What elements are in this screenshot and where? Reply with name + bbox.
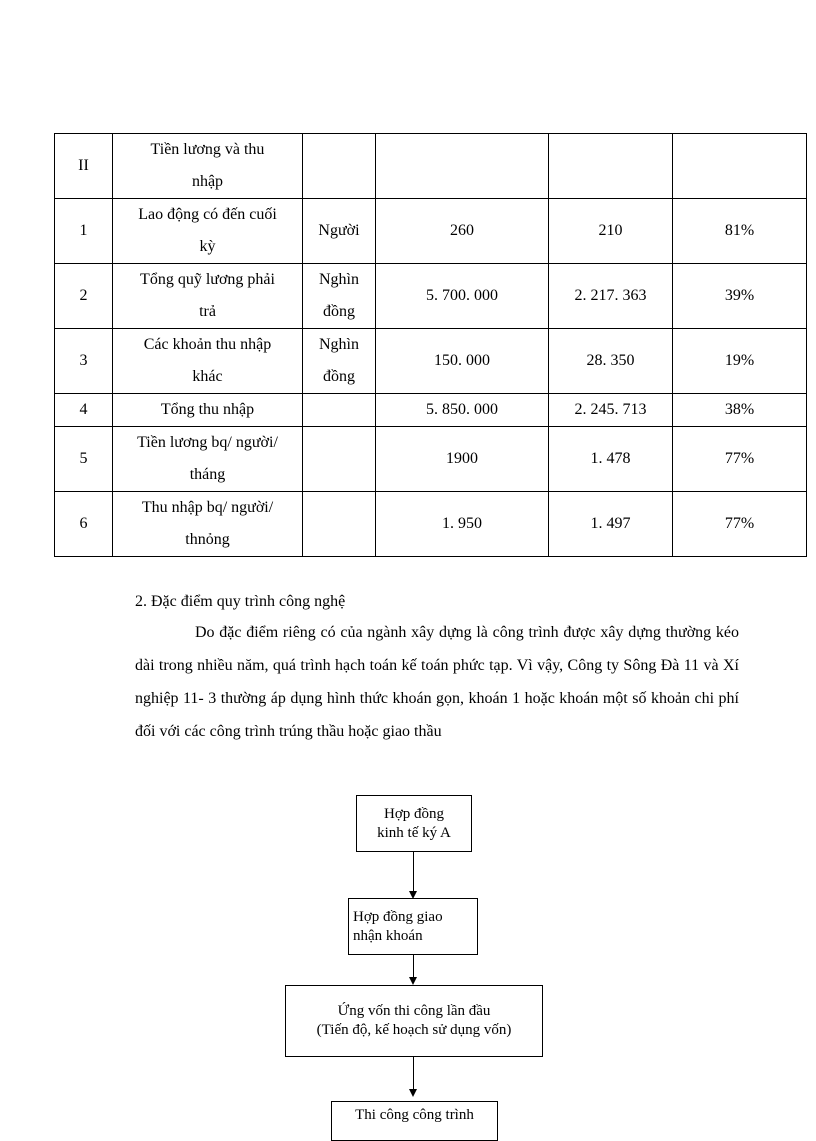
unit-cell: Người xyxy=(303,199,376,264)
unit-cell xyxy=(303,134,376,199)
table-row xyxy=(55,394,807,427)
table-row xyxy=(55,134,807,199)
unit-cell: Nghìn đồng xyxy=(303,329,376,394)
percent-value: 77% xyxy=(673,492,807,557)
unit-cell xyxy=(303,394,376,427)
row-number: 4 xyxy=(55,394,113,427)
percent-value: 19% xyxy=(673,329,807,394)
flow-arrow-line xyxy=(413,1057,414,1091)
item-name: Tổng quỹ lương phải trả xyxy=(113,264,303,329)
percent-value: 81% xyxy=(673,199,807,264)
actual-value: 1. 497 xyxy=(549,492,673,557)
table-row xyxy=(55,427,807,492)
body-paragraph xyxy=(135,616,739,748)
table-row xyxy=(55,492,807,557)
flow-box-advance: Ứng vốn thi công lần đầu (Tiến độ, kế hoạch sử dụng vốn) xyxy=(285,985,543,1057)
flow-arrow-head xyxy=(409,1089,417,1097)
actual-value: 2. 245. 713 xyxy=(549,394,673,427)
percent-value: 39% xyxy=(673,264,807,329)
row-number: II xyxy=(55,134,113,199)
row-number: 3 xyxy=(55,329,113,394)
unit-cell xyxy=(303,427,376,492)
flow-arrow-head xyxy=(409,977,417,985)
unit-cell: Nghìn đồng xyxy=(303,264,376,329)
flow-box-contract: Hợp đồng kinh tế ký A xyxy=(356,795,472,852)
table-row xyxy=(55,199,807,264)
item-name: Thu nhập bq/ người/ thnỏng xyxy=(113,492,303,557)
actual-value xyxy=(549,134,673,199)
plan-value: 1. 950 xyxy=(376,492,549,557)
row-number: 5 xyxy=(55,427,113,492)
income-table-container xyxy=(54,133,807,557)
actual-value: 2. 217. 363 xyxy=(549,264,673,329)
flow-arrow-line xyxy=(413,852,414,893)
plan-value: 5. 850. 000 xyxy=(376,394,549,427)
income-table xyxy=(54,133,807,557)
plan-value xyxy=(376,134,549,199)
item-name: Các khoản thu nhập khác xyxy=(113,329,303,394)
section-heading: 2. Đặc điểm quy trình công nghệ xyxy=(135,593,346,610)
actual-value: 210 xyxy=(549,199,673,264)
percent-value: 38% xyxy=(673,394,807,427)
flow-arrow-line xyxy=(413,955,414,979)
item-name: Tổng thu nhập xyxy=(113,394,303,427)
row-number: 2 xyxy=(55,264,113,329)
actual-value: 28. 350 xyxy=(549,329,673,394)
row-number: 6 xyxy=(55,492,113,557)
plan-value: 5. 700. 000 xyxy=(376,264,549,329)
item-name: Tiền lương bq/ người/ tháng xyxy=(113,427,303,492)
flow-box-construction: Thi công công trình xyxy=(331,1101,498,1141)
flow-box-assignment: Hợp đồng giao nhận khoán xyxy=(348,898,478,955)
percent-value xyxy=(673,134,807,199)
item-name: Tiền lương và thu nhập xyxy=(113,134,303,199)
item-name: Lao động có đến cuối kỳ xyxy=(113,199,303,264)
percent-value: 77% xyxy=(673,427,807,492)
plan-value: 150. 000 xyxy=(376,329,549,394)
plan-value: 260 xyxy=(376,199,549,264)
table-row xyxy=(55,329,807,394)
plan-value: 1900 xyxy=(376,427,549,492)
unit-cell xyxy=(303,492,376,557)
paragraph-text: Do đặc điểm riêng có của ngành xây dựng là công trình được xây dựng thường kéo dài trong nhiều năm, quá trình hạch toán kế toán phức tạp. Vì vậy, Công ty Sông Đà 11 và Xí nghiệp 11- 3 thường áp dụng hình thức khoán gọn, khoán 1 hoặc khoán một số khoản chi phí đối với các công trình trúng thầu hoặc giao thầu xyxy=(135,624,739,740)
actual-value: 1. 478 xyxy=(549,427,673,492)
row-number: 1 xyxy=(55,199,113,264)
table-row xyxy=(55,264,807,329)
